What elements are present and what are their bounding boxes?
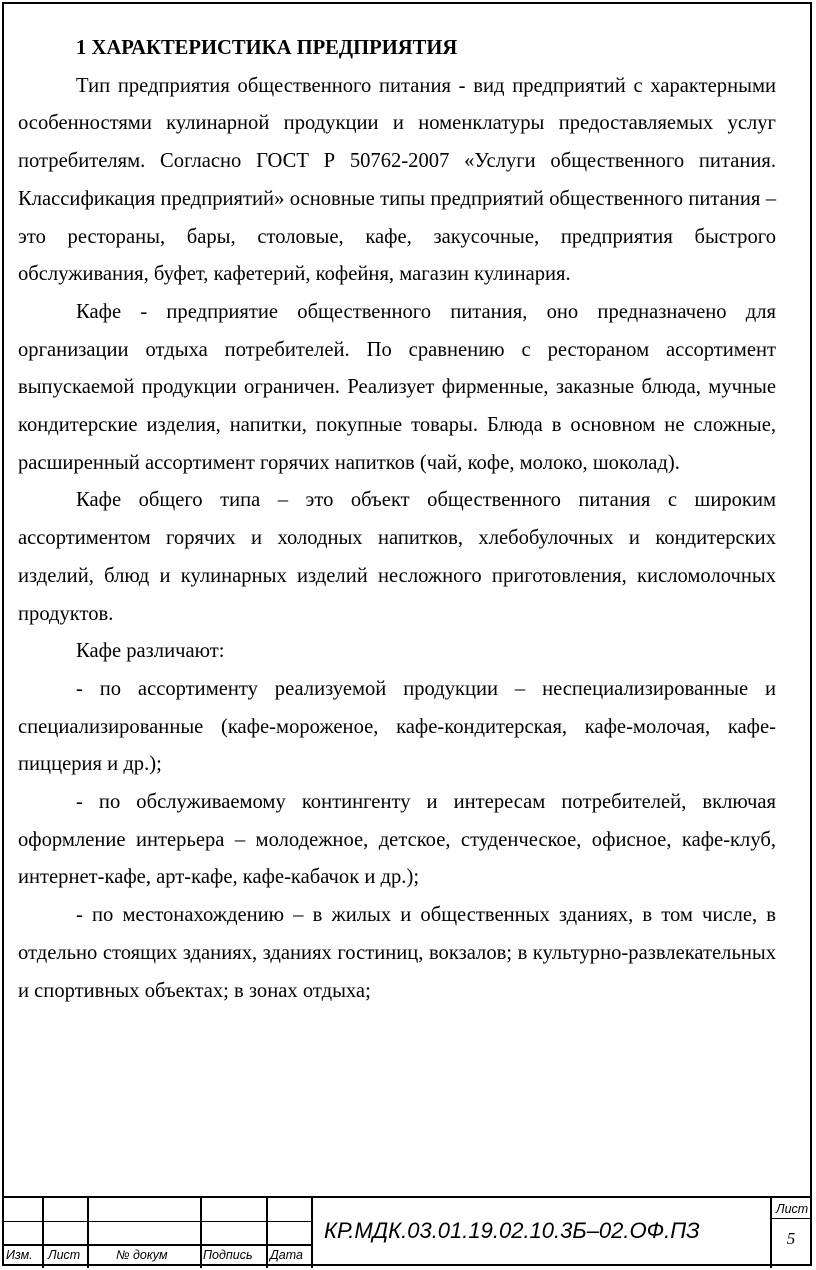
paragraph: Тип предприятия общественного питания - вид предприятий с характерными особенностями кулинарной продукции и номенклатуры предоставляемых услуг потребителям. Согласно ГОСТ Р 50762-2007 «Услуги общественного питания. Классификация предприятий» основные типы предприятий общественного питания – это рестораны, бары, столовые, кафе, закусочные, предприятия быстрого обслуживания, буфет, кафетерий, кофейня, магазин кулинария. (18, 74, 776, 286)
col-izm-label: Изм. (6, 1248, 33, 1262)
col-dokum-label: № докум (116, 1248, 168, 1262)
sheet-number: 5 (786, 1229, 796, 1248)
col-data-label: Дата (270, 1248, 303, 1262)
paragraph: Кафе - предприятие общественного питания, оно предназначено для организации отдыха потребителей. По сравнению с рестораном ассортимент выпускаемой продукции ограничен. Реализует фирменные, заказные блюда, мучные кондитерские изделия, напитки, покупные товары. Блюда в основном не сложные, расширенный ассортимент горячих напитков (чай, кофе, молоко, шоколад). (18, 300, 776, 474)
paragraph: Кафе общего типа – это объект общественного питания с широким ассортиментом горячих и холодных напитков, хлебобулочных и кондитерских изделий, блюд и кулинарных изделий несложного приготовления, кисломолочных продуктов. (18, 489, 776, 625)
grid-line (266, 1198, 268, 1268)
grid-line (200, 1198, 202, 1268)
document-code: КР.МДК.03.01.19.02.10.3Б–02.ОФ.ПЗ (324, 1218, 700, 1243)
list-item: - по обслуживаемому контингенту и интересам потребителей, включая оформление интерьера – молодежное, детское, студенческое, офисное, кафе-клуб, интернет-кафе, арт-кафе, кафе-кабачок и др.); (18, 791, 776, 889)
col-podpis-label: Подпись (203, 1248, 253, 1262)
list-item: - по ассортименту реализуемой продукции – неспециализированные и специализированные (кафе-мороженое, кафе-кондитерская, кафе-молочая, кафе-пиццерия и др.); (18, 677, 776, 776)
grid-line (42, 1198, 44, 1268)
sheet-label: Лист (776, 1202, 809, 1216)
title-block (2, 1196, 812, 1266)
paragraph: Кафе различают: (76, 640, 225, 663)
document-body (18, 30, 776, 1010)
grid-line (87, 1198, 89, 1268)
col-list-label: Лист (48, 1248, 81, 1262)
section-heading: 1 ХАРАКТЕРИСТИКА ПРЕДПРИЯТИЯ (76, 37, 458, 59)
grid-line (770, 1218, 810, 1219)
list-item: - по местонахождению – в жилых и общественных зданиях, в том числе, в отдельно стоящих зданиях, зданиях гостиниц, вокзалов; в культурно-развлекательных и спортивных объектах; в зонах отдыха; (18, 904, 776, 1002)
grid-line (311, 1198, 313, 1268)
